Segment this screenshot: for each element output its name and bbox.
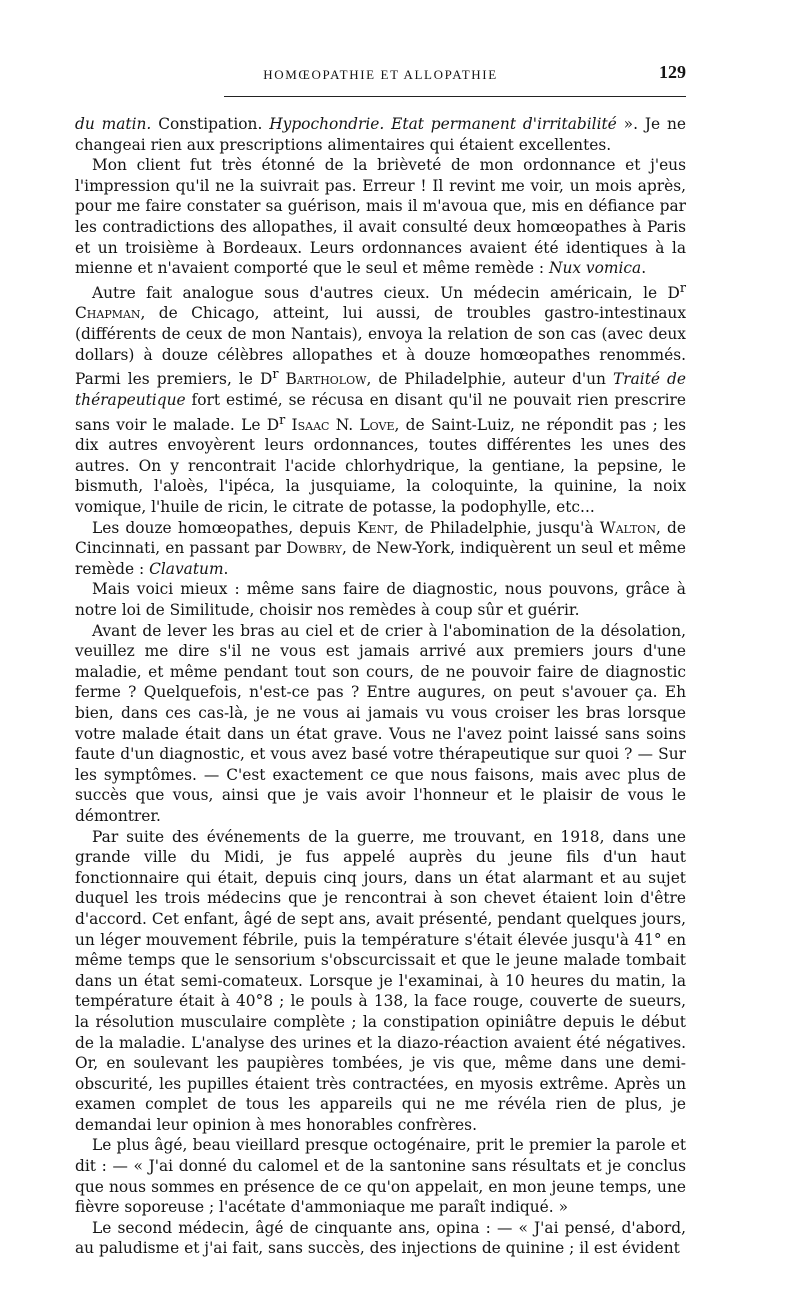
paragraph	[75, 579, 686, 620]
text-run: Le second médecin, âgé de cinquante ans, opina : — « J'ai pensé, d'abord, au paludisme et j'ai fait, sans succès, des injections de quinine ; il est évident	[75, 1218, 686, 1258]
header-rule	[224, 96, 686, 97]
body-text	[75, 114, 686, 1259]
text-run: .	[223, 559, 229, 578]
text-run: Mon client fut très étonné de la brièveté de mon ordonnance et j'eus l'impression qu'il ne la suivrait pas. Erreur ! Il revint me voir, un mois après, pour me faire constater sa guérison, mais il m'avoua que, mis en défiance par les contradictions des allopathes, il avait consulté deux homœopathes à Paris et un troisième à Bordeaux. Leurs ordonnances avaient été identiques à la mienne et n'avaient comporté que le seul et même remède :	[75, 156, 686, 278]
text-run: Mais voici mieux : même sans faire de diagnostic, nous pouvons, grâce à notre loi de Similitude, choisir nos remèdes à coup sûr et guérir.	[75, 580, 686, 620]
paragraph	[75, 518, 686, 580]
small-caps-name: Bartholow	[285, 370, 367, 389]
text-run: fort estimé, se récusa en disant qu'il ne pouvait rien prescrire sans voir le malade. Le D	[75, 390, 686, 434]
small-caps-name: Chapman	[75, 304, 141, 323]
text-run: Par suite des événements de la guerre, me trouvant, en 1918, dans une grande ville du Midi, je fus appelé auprès du jeune fils d'un haut fonctionnaire qui était, depuis cinq jours, dans un état alarmant et au sujet duquel les trois médecins que je rencontrai à son chevet étaient loin d'être d'accord. Cet enfant, âgé de sept ans, avait présenté, pendant quelques jours, un léger mouvement fébrile, puis la température s'était élevée jusqu'à 41° en même temps que le sensorium s'obscurcissait et que le jeune malade tombait dans un état semi-comateux. Lorsque je l'examinai, à 10 heures du matin, la température était à 40°8 ; le pouls à 138, la face rouge, couverte de sueurs, la résolution musculaire complète ; la constipation opiniâtre depuis le début de la maladie. L'analyse des urines et la diazo-réaction avaient été négatives. Or, en soulevant les paupières tombées, je vis que, même dans une demi-obscurité, les pupilles étaient très contractées, en myosis extrême. Après un examen complet de tous les appareils qui ne me révéla rien de plus, je demandai leur opinion à mes honorables confrères.	[75, 827, 686, 1134]
paragraph	[75, 279, 686, 518]
italic-text: Traité de thérapeutique	[75, 370, 686, 409]
paragraph	[75, 1135, 686, 1217]
small-caps-name: Isaac	[291, 415, 330, 434]
running-title: HOMŒOPATHIE ET ALLOPATHIE	[263, 67, 498, 82]
paragraph	[75, 114, 686, 155]
superscript: r	[272, 367, 279, 383]
text-run: Les douze homœopathes, depuis	[92, 518, 358, 537]
running-header	[75, 62, 686, 88]
text-run: , de Cincinnati, en passant par	[75, 518, 686, 558]
italic-text: du matin.	[75, 115, 159, 133]
text-run	[278, 370, 285, 388]
text-run: ». Je ne changeai rien aux prescriptions alimentaires qui étaient excellentes.	[75, 115, 686, 154]
paragraph	[75, 621, 686, 827]
italic-text: Hypochondrie. Etat permanent d'irritabilité	[269, 115, 617, 133]
text-run: Autre fait analogue sous d'autres cieux. Un médecin américain, le D	[92, 283, 680, 302]
text-run: , de Chicago, atteint, lui aussi, de troubles gastro-intestinaux (différents de ceux de mon Nantais), envoya la relation de son cas (avec deux dollars) à douze célèbres allopathes et à douze homœopathes renommés. Parmi les premiers, le D	[75, 304, 686, 389]
small-caps-name: Dowbry	[286, 539, 343, 558]
text-run: , de Philadelphie, auteur d'un	[366, 370, 613, 389]
small-caps-name: Kent	[357, 518, 394, 537]
text-run: Le plus âgé, beau vieillard presque octogénaire, prit le premier la parole et dit : — « J'ai donné du calomel et de la santonine sans résultats et je conclus que nous sommes en présence de ce qu'on appelait, en mon jeune temps, une fièvre soporeuse ; l'acétate d'ammoniaque me paraît indiqué. »	[75, 1136, 686, 1217]
superscript: r	[679, 280, 686, 296]
paragraph	[75, 827, 686, 1136]
text-run: Constipation.	[158, 115, 270, 133]
paragraph	[75, 155, 686, 279]
text-run: N.	[329, 415, 360, 434]
page-number: 129	[659, 62, 686, 82]
italic-text: Nux vomica	[548, 259, 642, 278]
text-run: .	[641, 259, 647, 278]
paragraph	[75, 1218, 686, 1259]
text-run: , de Philadelphie, jusqu'à	[393, 518, 600, 537]
small-caps-name: Walton	[599, 518, 656, 537]
text-run: Avant de lever les bras au ciel et de crier à l'abomination de la désolation, veuillez me dire s'il ne vous est jamais arrivé aux premiers jours d'une maladie, et même pendant tout son cours, de ne pouvoir faire de diagnostic ferme ? Quelquefois, n'est-ce pas ? Entre augures, on peut s'avouer ça. Eh bien, dans ces cas-là, je ne vous ai jamais vu vous croiser les bras lorsque votre malade était dans un état grave. Vous ne l'avez point laissé sans soins faute d'un diagnostic, et vous avez basé votre thérapeutique sur quoi ? — Sur les symptômes. — C'est exactement ce que nous faisons, mais avec plus de succès que vous, ainsi que je vais avoir l'honneur et le plaisir de vous le démontrer.	[75, 621, 686, 825]
small-caps-name: Love	[359, 415, 395, 434]
italic-text: Clavatum	[149, 559, 224, 578]
text-run: , de New-York, indiquèrent un seul et même remède :	[75, 539, 686, 578]
text-run: , de Saint-Luiz, ne répondit pas ; les dix autres envoyèrent leurs ordonnances, toutes différentes les unes des autres. On y rencontrait l'acide chlorhydrique, la gentiane, la pepsine, le bismuth, l'aloès, l'ipéca, la jusquiame, la coloquinte, la quinine, la noix vomique, l'huile de ricin, le citrate de potasse, la podophylle, etc...	[75, 415, 686, 517]
superscript: r	[279, 412, 286, 428]
